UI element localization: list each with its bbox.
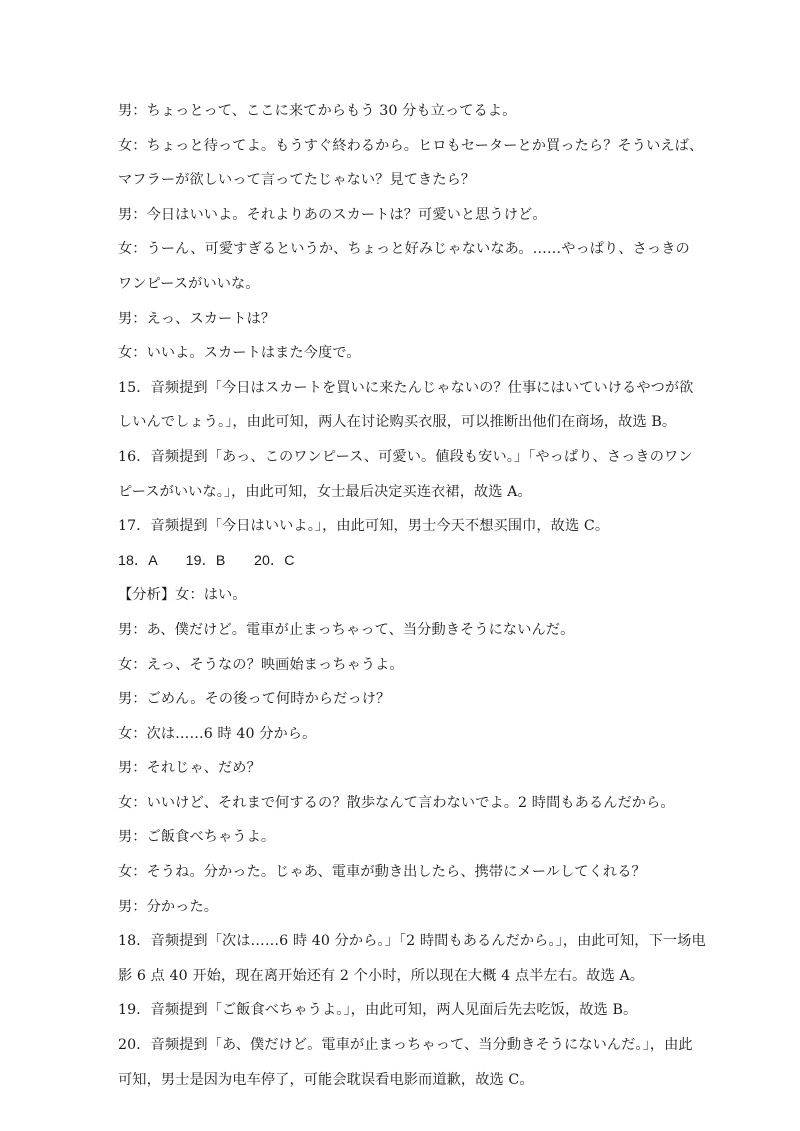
explanation-line: 17．音频提到「今日はいいよ。」，由此可知，男士今天不想买围巾，故选 C。 [118, 518, 610, 535]
dialogue-line: 女：いいけど、それまで何するの？散歩なんて言わないでよ。2 時間もあるんだから。 [118, 794, 675, 811]
dialogue-line: 男：ちょっとって、ここに来てからもう 30 分も立ってるよ。 [118, 103, 517, 119]
answer-key-line: 18．A 19．B 20．C [118, 552, 295, 569]
dialogue-line: 女：ちょっと待ってよ。もうすぐ終わるから。ヒロもセーターとか買ったら？そういえば、 [118, 137, 704, 154]
explanation-line: 19．音频提到「ご飯食べちゃうよ。」，由此可知，两人见面后先去吃饭，故选 B。 [118, 1002, 638, 1019]
dialogue-line: ワンピースがいいな。 [118, 275, 260, 292]
dialogue-line: 女：いいよ。スカートはまた今度で。 [118, 345, 361, 362]
explanation-line: 影 6 点 40 开始，现在离开始还有 2 个小时，所以现在大概 4 点半左右。故选 A。 [118, 967, 645, 984]
explanation-line: 可知，男士是因为电车停了，可能会耽误看电影而道歉，故选 C。 [118, 1071, 534, 1088]
dialogue-line: 男：ごめん。その後って何時からだっけ？ [118, 691, 391, 708]
dialogue-line: マフラーが欲しいって言ってたじゃない？見てきたら？ [118, 172, 476, 189]
dialogue-line: 男：今日はいいよ。それよりあのスカートは？可愛いと思うけど。 [118, 206, 547, 223]
dialogue-line: 男：ご飯食べちゃうよ。 [118, 829, 276, 846]
explanation-line: 16．音频提到「あっ、このワンピース、可愛い。値段も安い。」「やっぱり、さっきのワン [118, 448, 693, 465]
dialogue-line: 男：それじゃ、だめ？ [118, 760, 261, 777]
dialogue-line: 男：えっ、スカートは？ [118, 310, 276, 327]
document-body [118, 94, 718, 1097]
explanation-line: しいんでしょう。」，由此可知，两人在讨论购买衣服，可以推断出他们在商场，故选 B。 [118, 414, 677, 431]
dialogue-line: 女：そうね。分かった。じゃあ、電車が動き出したら、携帯にメールしてくれる？ [118, 864, 646, 881]
dialogue-line: 女：次は……6 時 40 分から。 [118, 725, 317, 742]
analysis-heading: 【分析】女：はい。 [118, 587, 247, 604]
dialogue-line: 女：うーん、可愛すぎるというか、ちょっと好みじゃないなあ。……やっぱり、さっきの [118, 241, 690, 258]
explanation-line: 15．音频提到「今日はスカートを買いに来たんじゃないの？仕事にはいていけるやつが欲 [118, 379, 694, 396]
dialogue-line: 女：えっ、そうなの？映画始まっちゃうよ。 [118, 656, 404, 673]
dialogue-line: 男：あ、僕だけど。電車が止まっちゃって、当分動きそうにないんだ。 [118, 621, 575, 638]
dialogue-line: 男：分かった。 [118, 898, 219, 915]
explanation-line: ピースがいいな。」，由此可知，女士最后决定买连衣裙，故选 A。 [118, 483, 532, 500]
explanation-line: 20．音频提到「あ、僕だけど。電車が止まっちゃって、当分動きそうにないんだ。」，由此 [118, 1037, 693, 1054]
explanation-line: 18．音频提到「次は……6 時 40 分から。」「2 時間もあるんだから。」，由此可知，下一场电 [118, 933, 706, 950]
